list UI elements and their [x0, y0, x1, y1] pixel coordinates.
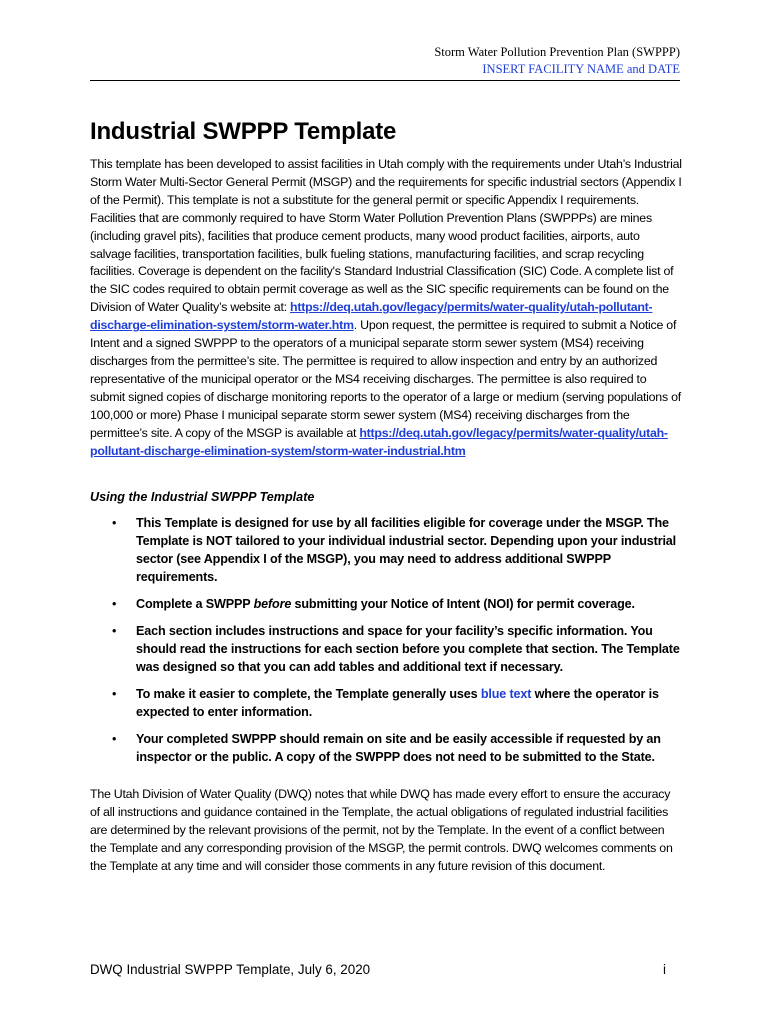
list-item	[90, 622, 682, 676]
page-number: i	[663, 962, 666, 977]
intro-text-2: . Upon request, the permittee is required to submit a Notice of Intent and a signed SWPPP to the operators of a municipal separate storm sewer system (MS4) receiving discharges from the permittee’s site. The permittee is required to allow inspection and entry by an authorized representative of the municipal operator or the MS4 receiving discharges. The permittee is also required to submit signed copies of discharge monitoring reports to the operator of a large or medium (serving populations of 100,000 or more) Phase I municipal separate storm sewer system (MS4) receiving discharges from the permittee’s site. A copy of the MSGP is available at	[90, 318, 681, 440]
page-body	[90, 118, 682, 876]
bullet-icon: •	[112, 516, 117, 531]
bullet-text: Complete a SWPPP	[136, 597, 254, 612]
header-plan-title: Storm Water Pollution Prevention Plan (SWPPP)	[434, 45, 680, 59]
bullet-emphasis: before	[253, 597, 292, 612]
bullet-text: This Template is designed for use by all facilities eligible for coverage under the MSGP. The Template is NOT tailored to your individual industrial sector. Depending upon your industrial sector (see Appendix I of the MSGP), you may need to address additional SWPPP requirements.	[136, 516, 677, 585]
bullet-text: submitting your Notice of Intent (NOI) for permit coverage.	[291, 597, 635, 612]
instructions-list	[90, 514, 682, 766]
page-title: Industrial SWPPP Template	[90, 118, 397, 145]
bullet-text: Your completed SWPPP should remain on site and be easily accessible if requested by an inspector or the public. A copy of the SWPPP does not need to be submitted to the State.	[136, 732, 661, 765]
blue-text-sample: blue text	[480, 687, 532, 702]
header-facility-placeholder: INSERT FACILITY NAME and DATE	[482, 62, 680, 76]
list-item	[90, 685, 682, 721]
running-header	[434, 44, 680, 78]
page-footer	[90, 962, 680, 977]
bullet-text: where the operator is expected to enter information.	[136, 687, 659, 720]
intro-text-1: This template has been developed to assist facilities in Utah comply with the requirements under Utah’s Industrial Storm Water Multi-Sector General Permit (MSGP) and the requirements for specific industrial sectors (Appendix I of the Permit). This template is not a substitute for the general permit or specific Appendix I requirements. Facilities that are commonly required to have Storm Water Pollution Prevention Plans (SWPPPs) are mines (including gravel pits), facilities that produce cement products, many wood product facilities, airports, auto salvage facilities, transportation facilities, bulk fueling stations, manufacturing facilities, and scrap recycling facilities. Coverage is dependent on the facility's Standard Industrial Classification (SIC) Code. A complete list of the SIC codes required to obtain permit coverage as well as the SIC specific requirements can be found on the Division of Water Quality’s website at:	[90, 157, 682, 315]
list-item	[90, 514, 682, 586]
storm-water-link[interactable]: https://deq.utah.gov/legacy/permits/water-quality/utah-pollutant-discharge-elimination-system/storm-water.htm	[90, 300, 653, 333]
section-heading-using-template: Using the Industrial SWPPP Template	[90, 490, 315, 505]
intro-paragraph	[90, 156, 682, 460]
footer-document-title: DWQ Industrial SWPPP Template, July 6, 2020	[90, 962, 371, 977]
disclaimer-paragraph: The Utah Division of Water Quality (DWQ) notes that while DWQ has made every effort to ensure the accuracy of all instructions and guidance contained in the Template, the actual obligations of regulated industrial facilities are determined by the relevant provisions of the permit, not by the Template. In the event of a conflict between the Template and any corresponding provision of the MSGP, the permit controls. DWQ welcomes comments on the Template at any time and will consider those comments in any future revision of this document.	[90, 787, 673, 874]
bullet-icon: •	[112, 624, 117, 639]
storm-water-industrial-link[interactable]: https://deq.utah.gov/legacy/permits/water-quality/utah-pollutant-discharge-elimination-system/storm-water-industrial.htm	[90, 425, 668, 458]
bullet-icon: •	[112, 732, 117, 747]
bullet-text: To make it easier to complete, the Template generally uses	[136, 687, 481, 702]
header-rule	[90, 80, 680, 81]
list-item	[90, 595, 682, 613]
list-item	[90, 730, 682, 766]
bullet-icon: •	[112, 687, 117, 702]
bullet-text: Each section includes instructions and space for your facility’s specific information. You should read the instructions for each section before you complete that section. The Template was designed so that you can add tables and additional text if necessary.	[136, 624, 680, 675]
bullet-icon: •	[112, 597, 117, 612]
